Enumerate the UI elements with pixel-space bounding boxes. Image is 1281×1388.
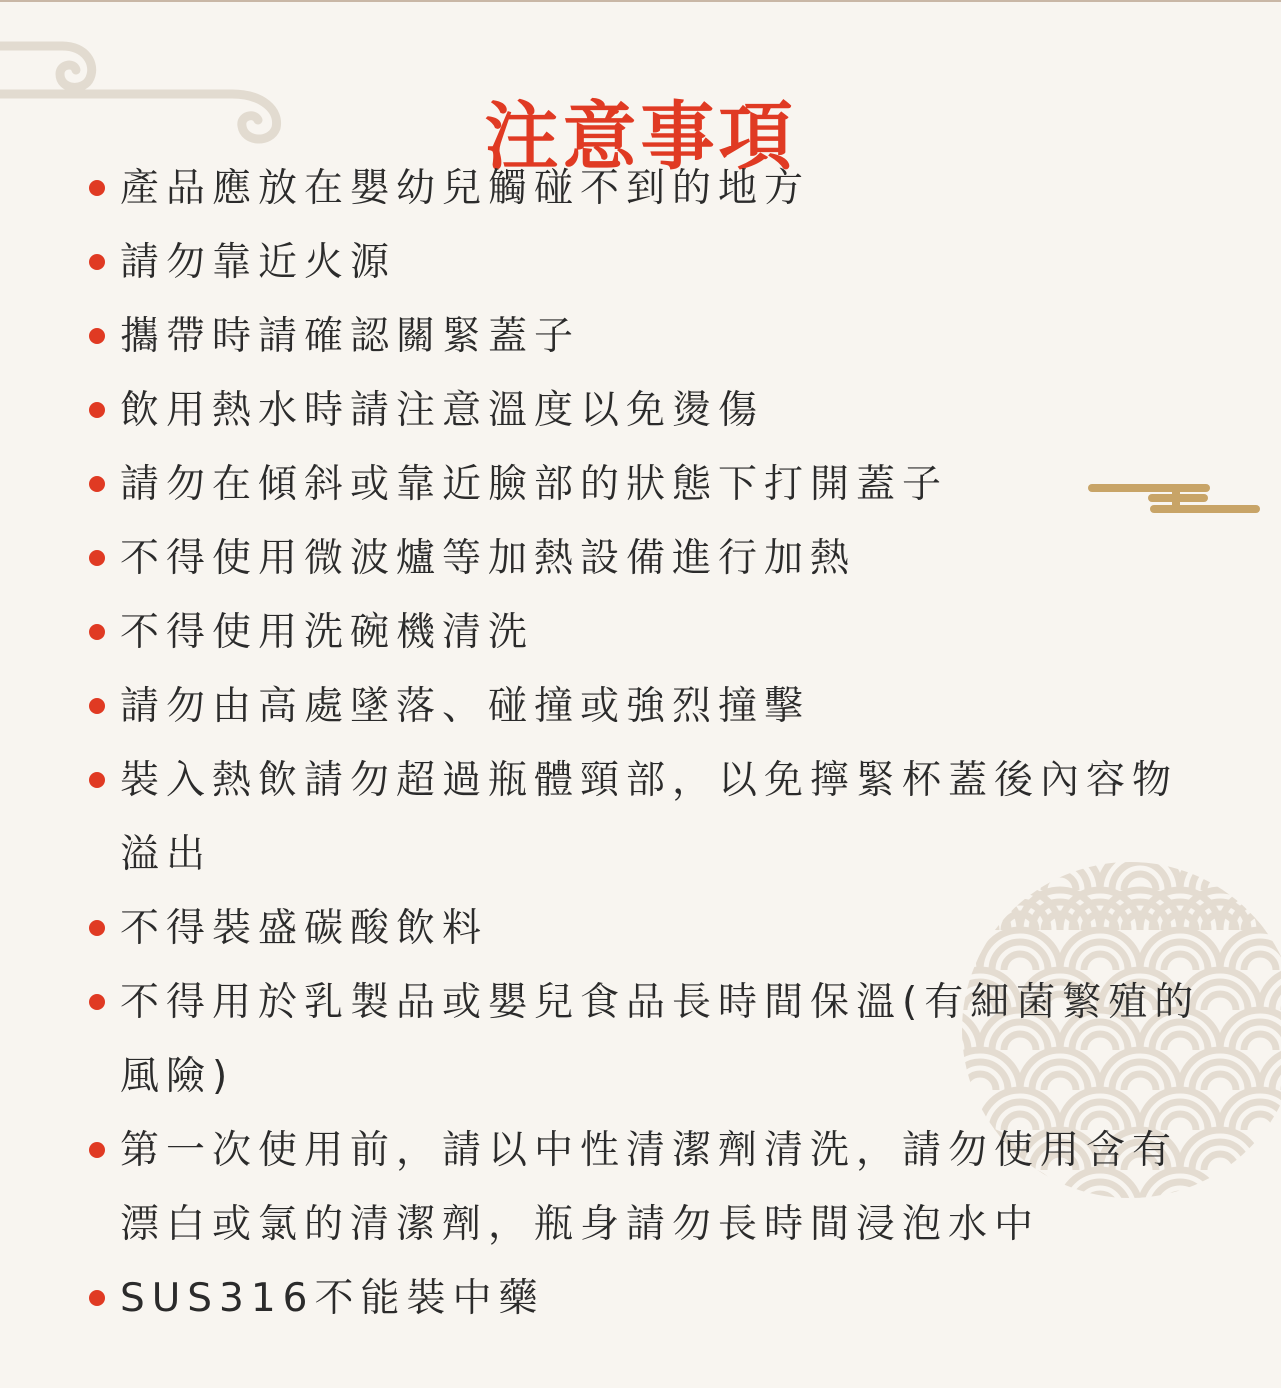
bullet-dot-icon [89, 402, 105, 418]
note-text: 不得使用洗碗機清洗 [120, 610, 535, 655]
list-item [86, 374, 1206, 448]
note-text: 不得裝盛碳酸飲料 [120, 906, 489, 951]
note-text: 不得使用微波爐等加熱設備進行加熱 [120, 536, 857, 581]
page-title: 注意事項 [484, 93, 797, 180]
bullet-dot-icon [89, 328, 105, 344]
bullet-dot-icon [89, 772, 105, 788]
list-item [86, 226, 1206, 300]
note-text: 請勿由高處墜落、碰撞或強烈撞擊 [120, 684, 811, 729]
note-text: SUS316不能裝中藥 [120, 1276, 545, 1321]
bullet-dot-icon [89, 254, 105, 270]
bullet-dot-icon [89, 1142, 105, 1158]
list-item [86, 1262, 1206, 1336]
list-item [86, 670, 1206, 744]
bullet-dot-icon [89, 476, 105, 492]
note-text: 飲用熱水時請注意溫度以免燙傷 [120, 388, 765, 433]
list-item [86, 152, 1206, 226]
note-text: 產品應放在嬰幼兒觸碰不到的地方 [120, 166, 811, 211]
note-text: 第一次使用前，請以中性清潔劑清洗，請勿使用含有漂白或氯的清潔劑，瓶身請勿長時間浸泡水中 [120, 1128, 1179, 1247]
bullet-dot-icon [89, 550, 105, 566]
list-item [86, 596, 1206, 670]
list-item [86, 448, 1206, 522]
list-item [86, 1114, 1206, 1262]
list-item [86, 966, 1206, 1114]
bullet-dot-icon [89, 994, 105, 1010]
note-text: 請勿靠近火源 [120, 240, 397, 285]
precautions-list [86, 152, 1206, 1336]
list-item [86, 892, 1206, 966]
note-text: 不得用於乳製品或嬰兒食品長時間保溫(有細菌繁殖的風險) [120, 980, 1201, 1099]
list-item [86, 522, 1206, 596]
top-divider [0, 0, 1281, 2]
bullet-dot-icon [89, 920, 105, 936]
list-item [86, 744, 1206, 892]
bullet-dot-icon [89, 698, 105, 714]
bullet-dot-icon [89, 624, 105, 640]
note-text: 裝入熱飲請勿超過瓶體頸部，以免擰緊杯蓋後內容物溢出 [120, 758, 1179, 877]
list-item [86, 300, 1206, 374]
note-text: 請勿在傾斜或靠近臉部的狀態下打開蓋子 [120, 462, 949, 507]
bullet-dot-icon [89, 180, 105, 196]
bullet-dot-icon [89, 1290, 105, 1306]
note-text: 攜帶時請確認關緊蓋子 [120, 314, 581, 359]
